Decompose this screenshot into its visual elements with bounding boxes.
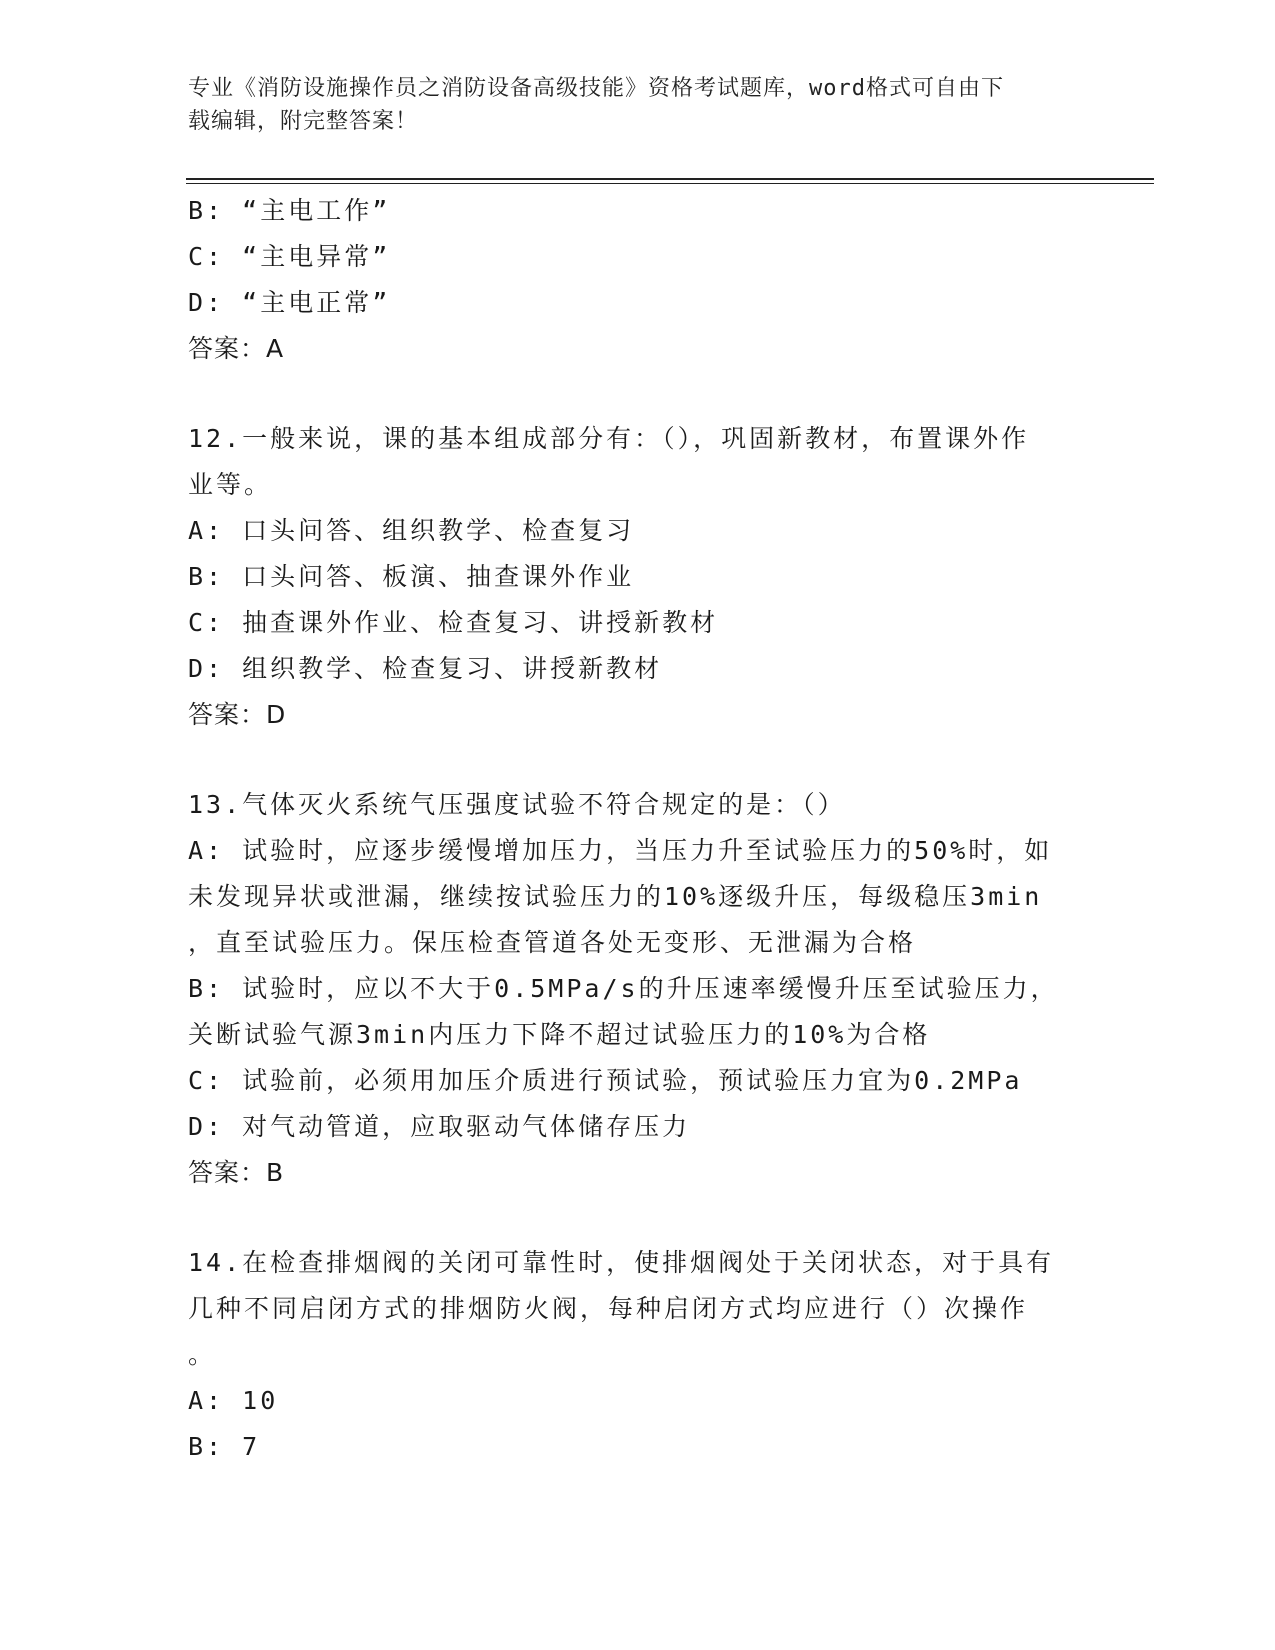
page-header xyxy=(188,72,1068,138)
answer: 答案：A xyxy=(188,334,285,363)
option-b: B: 7 xyxy=(188,1432,261,1461)
option-b: B: 口头问答、板演、抽查课外作业 xyxy=(188,562,635,591)
question-11 xyxy=(188,188,1088,372)
answer: 答案：B xyxy=(188,1158,285,1187)
option-d: D: 对气动管道，应取驱动气体储存压力 xyxy=(188,1112,691,1141)
question-stem: 14.在检查排烟阀的关闭可靠性时，使排烟阀处于关闭状态，对于具有 xyxy=(188,1248,1055,1277)
option-d: D: “主电正常” xyxy=(188,288,391,317)
question-stem: 业等。 xyxy=(188,470,273,499)
option-a: A: 10 xyxy=(188,1386,279,1415)
answer: 答案：D xyxy=(188,700,287,729)
option-b: B: 试验时，应以不大于0.5MPa/s的升压速率缓慢升压至试验压力， xyxy=(188,974,1059,1003)
option-c: C: 试验前，必须用加压介质进行预试验，预试验压力宜为0.2MPa xyxy=(188,1066,1023,1095)
question-content xyxy=(188,188,1088,1470)
option-c: C: “主电异常” xyxy=(188,242,391,271)
question-stem: 。 xyxy=(188,1340,217,1369)
option-a-continued: 未发现异状或泄漏，继续按试验压力的10%逐级升压，每级稳压3min xyxy=(188,882,1043,911)
option-a: A: 试验时，应逐步缓慢增加压力，当压力升至试验压力的50%时，如 xyxy=(188,836,1053,865)
option-c: C: 抽查课外作业、检查复习、讲授新教材 xyxy=(188,608,719,637)
header-line-2: 载编辑，附完整答案！ xyxy=(188,109,419,134)
header-rule-thick xyxy=(186,178,1154,180)
option-a-continued: ，直至试验压力。保压检查管道各处无变形、无泄漏为合格 xyxy=(188,928,917,957)
option-b: B: “主电工作” xyxy=(188,196,391,225)
question-13 xyxy=(188,782,1088,1196)
header-line-1: 专业《消防设施操作员之消防设备高级技能》资格考试题库，word格式可自由下 xyxy=(188,76,1004,101)
spacer xyxy=(188,372,1088,416)
option-a: A: 口头问答、组织教学、检查复习 xyxy=(188,516,635,545)
question-stem: 几种不同启闭方式的排烟防火阀，每种启闭方式均应进行（）次操作 xyxy=(188,1294,1029,1323)
question-stem: 12.一般来说，课的基本组成部分有：（），巩固新教材，布置课外作 xyxy=(188,424,1030,453)
header-rule-thin xyxy=(186,183,1154,184)
question-stem: 13.气体灭火系统气压强度试验不符合规定的是：（） xyxy=(188,790,846,819)
question-12 xyxy=(188,416,1088,738)
question-14 xyxy=(188,1240,1088,1470)
option-d: D: 组织教学、检查复习、讲授新教材 xyxy=(188,654,663,683)
spacer xyxy=(188,738,1088,782)
option-b-continued: 关断试验气源3min内压力下降不超过试验压力的10%为合格 xyxy=(188,1020,931,1049)
spacer xyxy=(188,1196,1088,1240)
